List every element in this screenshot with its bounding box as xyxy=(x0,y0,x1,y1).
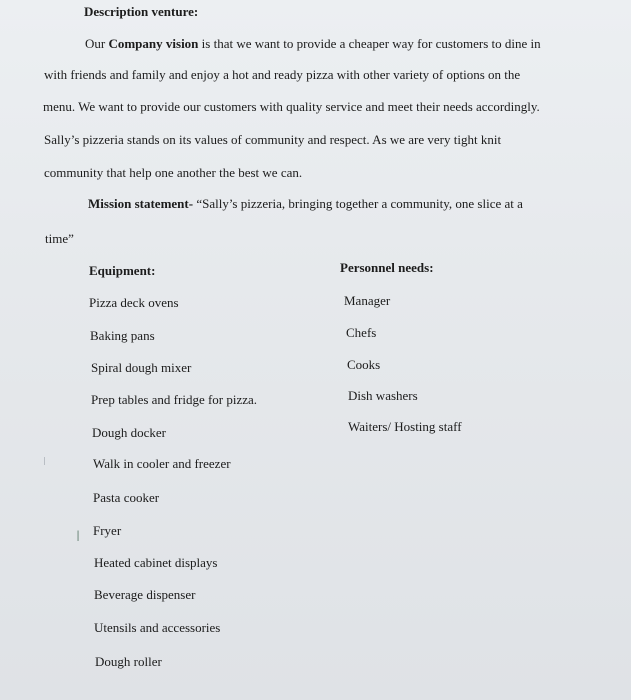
equipment-item: Prep tables and fridge for pizza. xyxy=(91,392,258,407)
vision-line-1 xyxy=(85,36,541,52)
equipment-item: Utensils and accessories xyxy=(94,620,221,635)
personnel-header: Personnel needs: xyxy=(340,260,434,275)
equipment-item: Pasta cooker xyxy=(93,490,160,505)
equipment-header: Equipment: xyxy=(89,263,156,278)
equipment-item: Heated cabinet displays xyxy=(94,555,218,570)
vision-line-5: community that help one another the best we can. xyxy=(44,165,303,180)
equipment-item: Dough roller xyxy=(95,654,162,669)
vision-line-3: menu. We want to provide our customers with quality service and meet their needs accordingly. xyxy=(43,99,540,114)
mission-continuation: time” xyxy=(45,231,74,246)
vision-line-1-rest: is that we want to provide a cheaper way for customers to dine in xyxy=(198,36,541,51)
mission-label: Mission statement- xyxy=(88,196,194,211)
personnel-item: Waiters/ Hosting staff xyxy=(348,419,462,434)
description-heading: Description venture: xyxy=(84,4,199,19)
equipment-item: Baking pans xyxy=(90,328,155,343)
personnel-item: Chefs xyxy=(346,325,377,340)
mission-statement xyxy=(88,196,523,212)
vision-prefix: Our xyxy=(85,36,106,51)
equipment-item: Pizza deck ovens xyxy=(89,295,179,310)
equipment-item: Dough docker xyxy=(92,425,167,440)
personnel-item: Cooks xyxy=(347,357,381,372)
vision-line-2: with friends and family and enjoy a hot and ready pizza with other variety of options on the xyxy=(44,67,521,82)
vision-line-4: Sally’s pizzeria stands on its values of community and respect. As we are very tight knit xyxy=(44,132,502,147)
equipment-item: Fryer xyxy=(93,523,122,538)
personnel-item: Dish washers xyxy=(348,388,418,403)
mission-text: “Sally’s pizzeria, bringing together a community, one slice at a xyxy=(193,196,523,211)
equipment-item: Spiral dough mixer xyxy=(91,360,192,375)
margin-tick-mark xyxy=(44,457,45,465)
equipment-item: Beverage dispenser xyxy=(94,587,196,602)
text-cursor-icon: I xyxy=(76,529,81,545)
equipment-item: Walk in cooler and freezer xyxy=(93,456,231,471)
personnel-item: Manager xyxy=(344,293,391,308)
vision-bold: Company vision xyxy=(108,36,199,51)
